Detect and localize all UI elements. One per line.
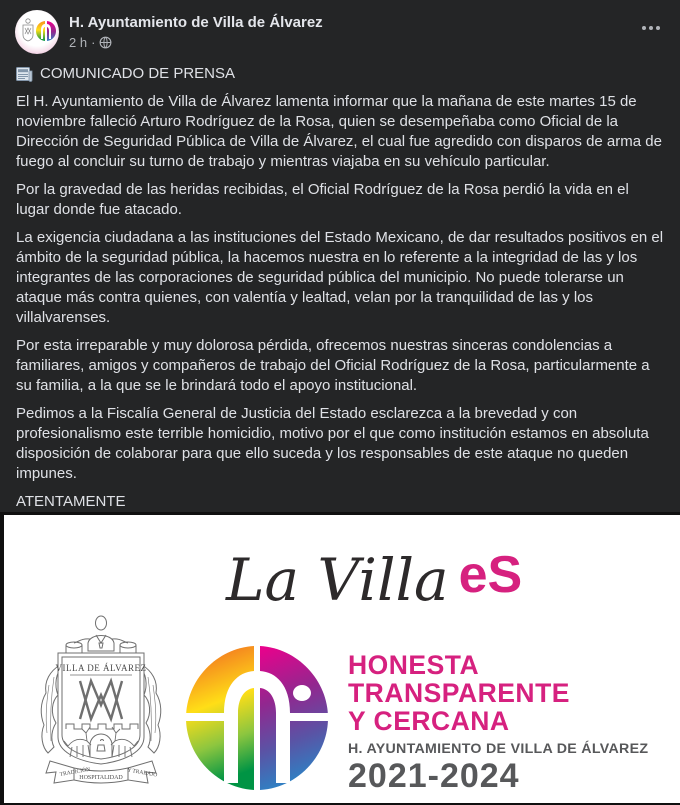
post-image-canvas: [4, 515, 680, 803]
crest-bust-icon: [96, 616, 107, 630]
page-name[interactable]: H. Ayuntamiento de Villa de Álvarez: [69, 14, 323, 31]
signature-line: ATENTAMENTE: [16, 493, 126, 510]
post-paragraph: La exigencia ciudadana a las instituciones del Estado Mexicano, de dar resultados positivos en el ámbito de la seguridad pública, la hacemos nuestra en lo referente a la integridad de las y los integrantes de las corporaciones de seguridad pública del municipio. No puede tolerarse un ataque más contra quienes, con valentía y lealtad, velan por la tranquilidad de las y los villalvarenses.: [16, 229, 664, 326]
post-header: [0, 0, 680, 54]
campaign-period: 2021-2024: [348, 757, 520, 795]
crest-ribbon-text: HOSPITALIDAD: [79, 775, 123, 781]
post-paragraph: Por la gravedad de las heridas recibidas, el Oficial Rodríguez de la Rosa perdió la vida en el lugar donde fue atacado.: [16, 181, 629, 218]
campaign-headline: HONESTA: [348, 650, 480, 680]
campaign-text: [348, 651, 648, 794]
post-paragraph: El H. Ayuntamiento de Villa de Álvarez lamenta informar que la mañana de este martes 15 de noviembre falleció Arturo Rodríguez de la Rosa, quien se desempeñaba como Oficial de la Dirección de Seguridad Pública de Villa de Álvarez, el cual fue agredido con disparos de arma de fuego al concluir su turno de trabajo y mientras viajaba en su vehículo particular.: [16, 93, 662, 170]
press-release-headline: [16, 64, 664, 84]
post-image[interactable]: [0, 512, 680, 805]
timestamp[interactable]: 2 h: [69, 35, 88, 50]
globe-icon: [99, 36, 112, 49]
mini-shield-icon: [23, 19, 33, 41]
mini-petals-icon: [36, 21, 56, 41]
tagline: [226, 545, 522, 614]
tagline-script: La Villa: [226, 546, 449, 614]
post-paragraph: Por esta irreparable y muy dolorosa pérdida, ofrecemos nuestras sinceras condolencias a familiares, amigos y compañeros de trabajo del Oficial Rodríguez de la Rosa, particularmente a su familia, a la que se le brindará todo el apoyo institucional.: [16, 337, 650, 394]
coat-of-arms: [30, 615, 172, 802]
ellipsis-dot: [656, 26, 660, 30]
campaign-subtitle: H. AYUNTAMIENTO DE VILLA DE ÁLVAREZ: [348, 741, 649, 757]
post-paragraph: Pedimos a la Fiscalía General de Justicia del Estado esclarezca a la brevedad y con profesionalismo este terrible homicidio, motivo por el que como institución estamos en absoluta disposición de colaborar para que ello suceda y los responsables de este ataque no queden impunes.: [16, 405, 649, 482]
meta-separator: ·: [91, 35, 96, 50]
tagline-es: eS: [458, 546, 523, 604]
post-meta: [69, 35, 636, 50]
crest-ribbon-text: TRADICIÓN: [59, 766, 91, 778]
campaign-headline: TRANSPARENTE: [348, 678, 570, 708]
header-text: [69, 10, 636, 50]
post-text: [0, 54, 680, 510]
newspaper-icon: [16, 67, 33, 82]
crest-title: VILLA DE ÁLVAREZ: [55, 663, 147, 673]
villa-va-logo-icon: [181, 643, 333, 798]
headline-text: COMUNICADO DE PRENSA: [40, 65, 236, 82]
avatar-crest-logo: [19, 15, 55, 49]
ellipsis-dot: [642, 26, 646, 30]
ellipsis-dot: [649, 26, 653, 30]
crest-ribbon-text: Y TRABAJO: [126, 767, 158, 779]
campaign-headline: Y CERCANA: [348, 706, 510, 736]
avatar[interactable]: [15, 10, 59, 54]
more-options-button[interactable]: [636, 16, 666, 40]
